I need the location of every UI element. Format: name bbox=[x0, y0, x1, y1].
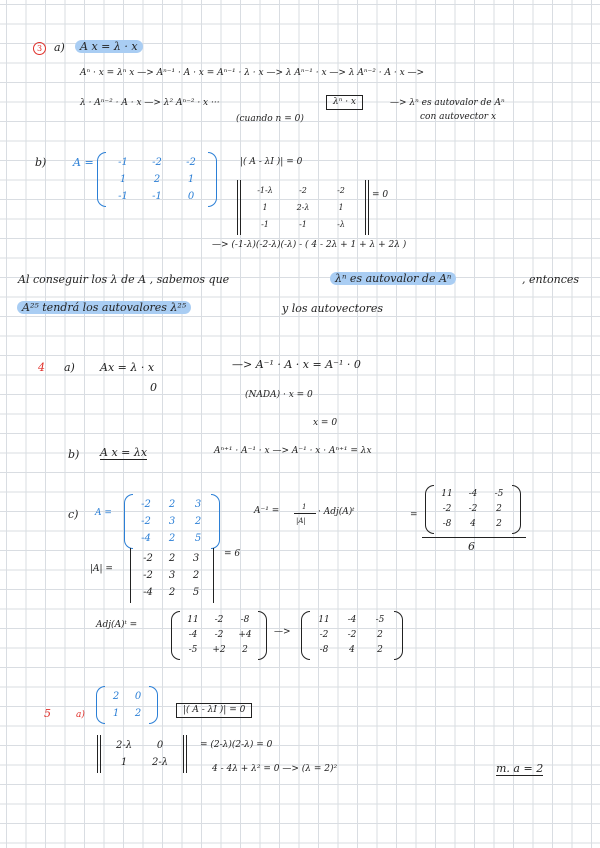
exercise-5a-label: a) bbox=[76, 710, 85, 720]
matrix-row bbox=[180, 643, 258, 658]
matrix-row bbox=[310, 628, 394, 643]
conclusion-line-1-end: , entonces bbox=[522, 273, 580, 286]
determinant-A-matrix bbox=[136, 550, 208, 601]
matrix-A-5a bbox=[105, 688, 149, 722]
matrix-cell: -λ bbox=[337, 220, 345, 229]
exercise-3a-label: a) bbox=[54, 41, 65, 54]
matrix-cell: -2 bbox=[214, 630, 224, 640]
inverse-equals: = bbox=[410, 510, 418, 520]
inverse-fraction-bar bbox=[294, 513, 316, 514]
matrix-cell: 1 bbox=[187, 174, 195, 185]
matrix-cell: 2 bbox=[194, 516, 202, 527]
matrix-cell: -1 bbox=[118, 157, 128, 168]
characteristic-equation-5a: |( A - λI )| = 0 bbox=[176, 703, 252, 718]
exercise-3a-equation: A x = λ · x bbox=[75, 40, 143, 53]
matrix-cell: -8 bbox=[319, 645, 329, 655]
matrix-cell: 2-λ bbox=[151, 757, 169, 768]
inverse-lhs: A⁻¹ = bbox=[254, 506, 280, 516]
exercise-4a-label: a) bbox=[64, 361, 75, 374]
exercise-3b-A-equals: A = bbox=[73, 156, 94, 169]
matrix-row bbox=[180, 628, 258, 643]
matrix-row bbox=[180, 613, 258, 628]
conclusion-highlight-2: A²⁵ tendrá los autovalores λ²⁵ bbox=[17, 301, 191, 314]
matrix-row bbox=[246, 216, 360, 233]
matrix-row bbox=[136, 584, 208, 601]
exercise-3a-condition: (cuando n = 0) bbox=[236, 114, 304, 124]
matrix-row bbox=[106, 154, 208, 171]
matrix-cell: 2 bbox=[168, 553, 176, 564]
matrix-row bbox=[105, 705, 149, 722]
exercise-4a-equation: Ax = λ · x bbox=[100, 361, 155, 374]
exercise-4a-zero: 0 bbox=[150, 381, 157, 394]
matrix-cell: -1 bbox=[261, 220, 269, 229]
matrix-cell: 11 bbox=[441, 489, 453, 499]
matrix-cell: 1 bbox=[112, 708, 120, 719]
matrix-cell: 2 bbox=[168, 499, 176, 510]
matrix-row bbox=[246, 182, 360, 199]
matrix-cell: 2 bbox=[192, 570, 200, 581]
matrix-cell: -1 bbox=[118, 191, 128, 202]
matrix-A-4c bbox=[133, 496, 211, 547]
determinant-A-lhs: |A| = bbox=[90, 564, 113, 574]
matrix-cell: -2 bbox=[141, 516, 151, 527]
exercise-4c-A-equals: A = bbox=[95, 508, 112, 518]
inverse-fraction-denominator: |A| bbox=[296, 517, 306, 525]
matrix-cell: 4 bbox=[349, 645, 355, 655]
matrix-cell: 2 bbox=[112, 691, 120, 702]
matrix-cell: -5 bbox=[494, 489, 504, 499]
matrix-cell: -2 bbox=[186, 157, 196, 168]
exercise-3-number: 3 bbox=[33, 41, 46, 55]
matrix-cell: 2 bbox=[153, 174, 161, 185]
characteristic-equation-3b: |( A - λI )| = 0 bbox=[240, 157, 303, 167]
matrix-cell: 1 bbox=[262, 203, 268, 212]
exercise-5a-step-2: 4 - 4λ + λ² = 0 —> (λ = 2)² bbox=[212, 764, 338, 774]
matrix-cell: 3 bbox=[168, 516, 176, 527]
exercise-4a-step-2: (NADA) · x = 0 bbox=[245, 390, 313, 400]
matrix-cell: -1 bbox=[299, 220, 307, 229]
matrix-cell: +2 bbox=[212, 645, 226, 655]
determinant-matrix-3b bbox=[246, 182, 360, 233]
characteristic-polynomial-3b: —> (-1-λ)(-2-λ)(-λ) - ( 4 - 2λ + 1 + λ + 2λ ) bbox=[212, 240, 407, 250]
determinant-equals-zero-3b: = 0 bbox=[372, 190, 389, 200]
matrix-row bbox=[106, 737, 178, 754]
exercise-5-number: 5 bbox=[44, 707, 51, 720]
matrix-cell: -4 bbox=[141, 533, 151, 544]
inverse-fraction-numerator: 1 bbox=[302, 503, 307, 511]
matrix-cell: -2 bbox=[319, 630, 329, 640]
matrix-cell: -2 bbox=[337, 186, 345, 195]
matrix-cell: 4 bbox=[470, 519, 476, 529]
matrix-cell: 2 bbox=[496, 504, 502, 514]
matrix-row bbox=[106, 188, 208, 205]
exercise-4b-label: b) bbox=[68, 448, 80, 461]
exercise-3a-eigenvector-note: con autovector x bbox=[420, 112, 497, 122]
exercise-3b-label: b) bbox=[35, 156, 47, 169]
matrix-row bbox=[434, 502, 512, 517]
adjugate-lhs: Adj(A)ᵗ = bbox=[96, 620, 138, 630]
matrix-cell: 3 bbox=[194, 499, 202, 510]
matrix-cell: -2 bbox=[141, 499, 151, 510]
matrix-cell: 2 bbox=[168, 587, 176, 598]
exercise-4b-steps: Aⁿ⁺¹ · A⁻¹ · x —> A⁻¹ · x · Aⁿ⁺¹ = λx bbox=[214, 446, 372, 456]
matrix-cell: -4 bbox=[143, 587, 153, 598]
matrix-row bbox=[136, 567, 208, 584]
matrix-cell: 1 bbox=[338, 203, 344, 212]
matrix-cell: +4 bbox=[238, 630, 252, 640]
matrix-cell: -2 bbox=[347, 630, 357, 640]
exercise-4c-label: c) bbox=[68, 508, 79, 521]
inverse-numerator-matrix bbox=[434, 487, 512, 532]
matrix-cell: -1 bbox=[152, 191, 162, 202]
matrix-cell: 5 bbox=[194, 533, 202, 544]
matrix-cell: 2 bbox=[168, 533, 176, 544]
matrix-cell: 2-λ bbox=[296, 203, 310, 212]
matrix-cell: -8 bbox=[240, 615, 250, 625]
matrix-row bbox=[246, 199, 360, 216]
matrix-row bbox=[310, 643, 394, 658]
matrix-cell: -2 bbox=[468, 504, 478, 514]
matrix-cell: -5 bbox=[375, 615, 385, 625]
matrix-cell: 0 bbox=[187, 191, 195, 202]
inverse-result-fraction-bar bbox=[422, 537, 526, 538]
matrix-cell: -2 bbox=[299, 186, 307, 195]
matrix-cell: 0 bbox=[134, 691, 142, 702]
conclusion-line-2-end: y los autovectores bbox=[282, 302, 384, 315]
matrix-cell: 2 bbox=[242, 645, 248, 655]
matrix-cell: 2 bbox=[377, 645, 383, 655]
exercise-3a-line-2: λ · Aⁿ⁻² · A · x —> λ² Aⁿ⁻² · x ··· bbox=[80, 98, 220, 108]
exercise-3a-boxed-result: λⁿ · x bbox=[326, 95, 363, 110]
matrix-cell: 2 bbox=[134, 708, 142, 719]
inverse-result-denominator: 6 bbox=[468, 540, 475, 553]
determinant-matrix-5a bbox=[106, 737, 178, 771]
matrix-cell: -2 bbox=[214, 615, 224, 625]
matrix-cell: -2 bbox=[143, 570, 153, 581]
matrix-row bbox=[133, 513, 211, 530]
matrix-cell: 11 bbox=[318, 615, 330, 625]
matrix-cell: -4 bbox=[188, 630, 198, 640]
matrix-cell: 1 bbox=[119, 174, 127, 185]
algebraic-multiplicity: m. a = 2 bbox=[496, 762, 544, 775]
matrix-cell: -4 bbox=[347, 615, 357, 625]
matrix-cell: 2-λ bbox=[115, 740, 133, 751]
matrix-cell: 3 bbox=[192, 553, 200, 564]
matrix-cell: -5 bbox=[188, 645, 198, 655]
matrix-cell: -2 bbox=[442, 504, 452, 514]
matrix-cell: -2 bbox=[143, 553, 153, 564]
matrix-cell: -8 bbox=[442, 519, 452, 529]
matrix-cell: -4 bbox=[468, 489, 478, 499]
inverse-adjugate: · Adj(A)ᵗ bbox=[318, 507, 355, 517]
exercise-5a-step-1: = (2-λ)(2-λ) = 0 bbox=[200, 740, 273, 750]
matrix-row bbox=[106, 754, 178, 771]
matrix-cell: 0 bbox=[156, 740, 164, 751]
conclusion-highlight-1: λⁿ es autovalor de Aⁿ bbox=[330, 272, 456, 285]
matrix-row bbox=[434, 487, 512, 502]
matrix-row bbox=[133, 496, 211, 513]
matrix-row bbox=[133, 530, 211, 547]
exercise-3a-conclusion: —> λⁿ es autovalor de Aⁿ bbox=[390, 98, 505, 108]
matrix-row bbox=[105, 688, 149, 705]
matrix-cell: 5 bbox=[192, 587, 200, 598]
adjugate-transpose-matrix bbox=[310, 613, 394, 658]
conclusion-line-1-start: Al conseguir los λ de A , sabemos que bbox=[18, 273, 230, 286]
matrix-cell: 1 bbox=[120, 757, 128, 768]
determinant-A-value: = 6 bbox=[224, 549, 241, 559]
matrix-cell: 11 bbox=[187, 615, 199, 625]
exercise-3a-line-1: Aⁿ · x = λⁿ x —> Aⁿ⁻¹ · A · x = Aⁿ⁻¹ · λ · x —> λ Aⁿ⁻¹ · x —> λ Aⁿ⁻² · A · x —> bbox=[80, 68, 425, 78]
matrix-cell: -2 bbox=[152, 157, 162, 168]
adjugate-arrow: —> bbox=[274, 627, 291, 637]
matrix-row bbox=[106, 171, 208, 188]
exercise-4-number: 4 bbox=[38, 361, 45, 374]
matrix-row bbox=[310, 613, 394, 628]
matrix-cell: 3 bbox=[168, 570, 176, 581]
matrix-cell: 2 bbox=[496, 519, 502, 529]
matrix-cell: 2 bbox=[377, 630, 383, 640]
exercise-4b-equation: A x = λx bbox=[100, 446, 148, 459]
matrix-row bbox=[434, 517, 512, 532]
matrix-cell: -1-λ bbox=[257, 186, 273, 195]
adjugate-matrix bbox=[180, 613, 258, 658]
matrix-A-3b bbox=[106, 154, 208, 205]
matrix-row bbox=[136, 550, 208, 567]
exercise-4a-step-3: x = 0 bbox=[313, 418, 338, 428]
exercise-4a-step-1: —> A⁻¹ · A · x = A⁻¹ · 0 bbox=[232, 358, 361, 371]
